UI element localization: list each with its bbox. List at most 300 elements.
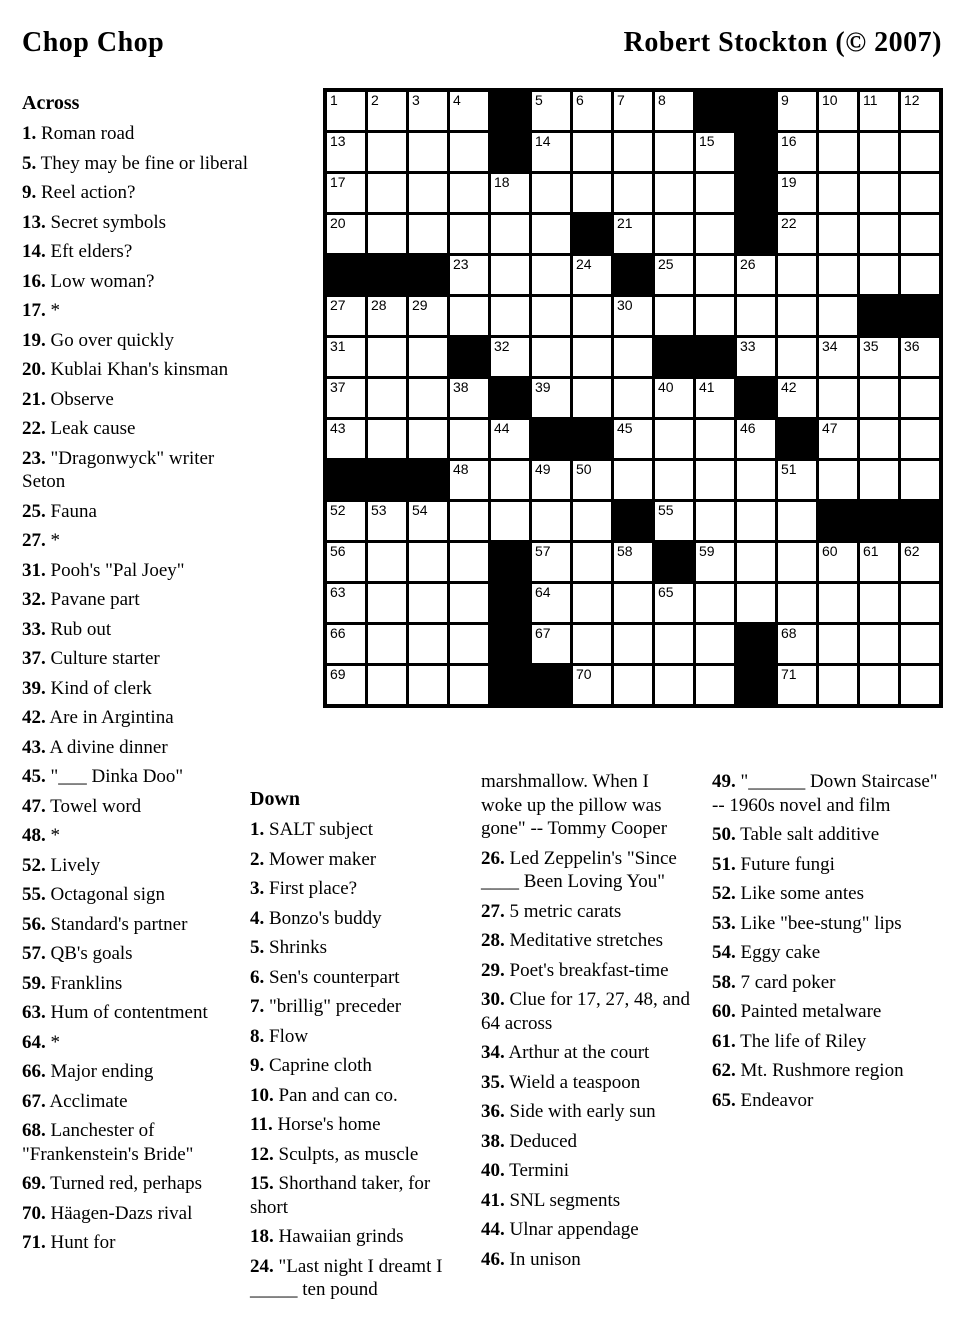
grid-cell[interactable] — [532, 215, 570, 253]
grid-cell[interactable] — [491, 256, 529, 294]
grid-cell[interactable] — [450, 92, 488, 130]
clue-number: 6. — [250, 966, 265, 988]
cell-number: 22 — [781, 215, 797, 231]
grid-cell[interactable] — [491, 215, 529, 253]
grid-black-cell — [860, 502, 898, 540]
cell-number: 66 — [330, 625, 346, 641]
grid-black-cell — [491, 666, 529, 704]
grid-cell[interactable] — [655, 420, 693, 458]
grid-cell[interactable] — [819, 543, 857, 581]
grid-cell[interactable] — [819, 256, 857, 294]
grid-cell[interactable] — [860, 92, 898, 130]
clue-text: Wield a teaspoon — [509, 1071, 641, 1093]
clue-number: 3. — [250, 878, 265, 899]
grid-cell[interactable] — [327, 92, 365, 130]
clue-text: Flow — [269, 1025, 309, 1047]
cell-number: 46 — [740, 420, 756, 436]
grid-cell[interactable] — [573, 379, 611, 417]
grid-cell[interactable] — [696, 133, 734, 171]
grid-cell[interactable] — [696, 297, 734, 335]
grid-cell[interactable] — [532, 338, 570, 376]
grid-cell[interactable] — [819, 461, 857, 499]
cell-number: 38 — [453, 379, 469, 395]
grid-cell[interactable] — [901, 174, 939, 212]
grid-cell[interactable] — [901, 420, 939, 458]
grid-black-cell — [491, 133, 529, 171]
grid-cell[interactable] — [819, 666, 857, 704]
grid-cell[interactable] — [860, 420, 898, 458]
grid-cell[interactable] — [409, 174, 447, 212]
clue-item — [712, 1030, 938, 1054]
grid-cell[interactable] — [655, 174, 693, 212]
clue-number: 54. — [712, 942, 736, 963]
clue-item — [22, 299, 262, 323]
grid-cell[interactable] — [532, 297, 570, 335]
grid-cell[interactable] — [819, 584, 857, 622]
grid-cell[interactable] — [450, 502, 488, 540]
grid-cell[interactable] — [860, 625, 898, 663]
grid-cell[interactable] — [778, 584, 816, 622]
grid-cell[interactable] — [737, 420, 775, 458]
clue-item — [481, 929, 694, 953]
grid-cell[interactable] — [819, 297, 857, 335]
grid-black-cell — [368, 461, 406, 499]
cell-number: 13 — [330, 133, 346, 149]
grid-cell[interactable] — [860, 215, 898, 253]
grid-cell[interactable] — [860, 256, 898, 294]
grid-cell[interactable] — [450, 215, 488, 253]
grid-cell[interactable] — [614, 297, 652, 335]
grid-cell[interactable] — [614, 666, 652, 704]
grid-black-cell — [491, 379, 529, 417]
clue-item — [481, 1248, 694, 1272]
grid-cell[interactable] — [655, 297, 693, 335]
grid-cell[interactable] — [532, 174, 570, 212]
cell-number: 50 — [576, 461, 592, 477]
grid-cell[interactable] — [327, 338, 365, 376]
grid-cell[interactable] — [860, 133, 898, 171]
cell-number: 11 — [863, 92, 878, 108]
clue-item — [250, 1143, 456, 1167]
grid-cell[interactable] — [655, 379, 693, 417]
clue-text: Culture starter — [50, 648, 160, 669]
grid-cell[interactable] — [901, 133, 939, 171]
grid-cell[interactable] — [450, 543, 488, 581]
grid-cell[interactable] — [573, 502, 611, 540]
grid-cell[interactable] — [614, 379, 652, 417]
clue-number: 5. — [22, 152, 37, 174]
grid-cell[interactable] — [860, 379, 898, 417]
cell-number: 30 — [617, 297, 633, 313]
grid-cell[interactable] — [573, 297, 611, 335]
grid-black-cell — [696, 92, 734, 130]
clue-item — [712, 912, 938, 936]
grid-cell[interactable] — [573, 543, 611, 581]
grid-cell[interactable] — [696, 666, 734, 704]
grid-cell[interactable] — [327, 379, 365, 417]
cell-number: 9 — [781, 92, 789, 108]
cell-number: 16 — [781, 133, 797, 149]
clue-text: Eggy cake — [740, 942, 821, 963]
clue-text: Painted metalware — [740, 1001, 882, 1022]
grid-cell[interactable] — [532, 625, 570, 663]
grid-cell[interactable] — [860, 543, 898, 581]
grid-cell[interactable] — [819, 133, 857, 171]
across-clue-list — [22, 122, 265, 1255]
grid-cell[interactable] — [655, 584, 693, 622]
grid-cell[interactable] — [327, 297, 365, 335]
clue-text: Eft elders? — [50, 241, 133, 262]
grid-cell[interactable] — [901, 215, 939, 253]
grid-cell[interactable] — [327, 666, 365, 704]
grid-cell[interactable] — [368, 502, 406, 540]
grid-cell[interactable] — [819, 215, 857, 253]
grid-cell[interactable] — [368, 584, 406, 622]
clue-number: 13. — [22, 211, 46, 233]
clue-item — [712, 1089, 938, 1113]
clue-item — [481, 1071, 694, 1095]
grid-black-cell — [491, 92, 529, 130]
grid-cell[interactable] — [573, 174, 611, 212]
grid-cell[interactable] — [860, 338, 898, 376]
grid-cell[interactable] — [450, 133, 488, 171]
clue-number: 32. — [22, 589, 46, 610]
grid-cell[interactable] — [614, 133, 652, 171]
grid-cell[interactable] — [409, 379, 447, 417]
grid-cell[interactable] — [409, 420, 447, 458]
cell-number: 37 — [330, 379, 346, 395]
down-heading: Down — [250, 788, 301, 810]
grid-cell[interactable] — [409, 297, 447, 335]
grid-cell[interactable] — [614, 461, 652, 499]
grid-cell[interactable] — [614, 215, 652, 253]
grid-cell[interactable] — [327, 502, 365, 540]
grid-cell[interactable] — [655, 502, 693, 540]
grid-cell[interactable] — [696, 256, 734, 294]
grid-cell[interactable] — [778, 133, 816, 171]
grid-cell[interactable] — [368, 666, 406, 704]
cell-number: 42 — [781, 379, 797, 395]
grid-black-cell — [409, 461, 447, 499]
grid-cell[interactable] — [655, 625, 693, 663]
cell-number: 23 — [453, 256, 469, 272]
clue-number: 26. — [481, 847, 505, 869]
grid-cell[interactable] — [860, 584, 898, 622]
clue-item — [250, 1255, 456, 1302]
clue-text: Table salt additive — [740, 824, 880, 845]
grid-cell[interactable] — [327, 215, 365, 253]
grid-cell[interactable] — [614, 338, 652, 376]
clue-text: QB's goals — [50, 943, 133, 964]
grid-cell[interactable] — [778, 338, 816, 376]
clue-number: 22. — [22, 418, 46, 439]
clue-text: Go over quickly — [50, 329, 174, 351]
grid-cell[interactable] — [368, 625, 406, 663]
grid-cell[interactable] — [450, 625, 488, 663]
grid-cell[interactable] — [368, 133, 406, 171]
grid-cell[interactable] — [450, 584, 488, 622]
clue-number: 19. — [22, 329, 46, 351]
grid-cell[interactable] — [655, 215, 693, 253]
clue-item — [250, 1025, 456, 1049]
grid-cell[interactable] — [327, 174, 365, 212]
grid-cell[interactable] — [696, 174, 734, 212]
grid-cell[interactable] — [901, 379, 939, 417]
clue-text: Pooh's "Pal Joey" — [50, 559, 185, 581]
clue-text: Mower maker — [269, 848, 377, 870]
grid-cell[interactable] — [368, 297, 406, 335]
clue-text: Shrinks — [269, 937, 328, 958]
grid-cell[interactable] — [819, 174, 857, 212]
grid-cell[interactable] — [860, 666, 898, 704]
grid-black-cell — [327, 256, 365, 294]
grid-cell[interactable] — [368, 543, 406, 581]
grid-cell[interactable] — [901, 92, 939, 130]
cell-number: 55 — [658, 502, 674, 518]
grid-cell[interactable] — [737, 256, 775, 294]
clue-item — [22, 588, 262, 612]
down-clue-list-2 — [481, 770, 694, 1271]
grid-cell[interactable] — [368, 215, 406, 253]
clue-item — [250, 1054, 456, 1078]
grid-cell[interactable] — [573, 256, 611, 294]
grid-cell[interactable] — [696, 379, 734, 417]
grid-cell[interactable] — [819, 92, 857, 130]
grid-cell[interactable] — [614, 543, 652, 581]
clue-number: 34. — [481, 1042, 505, 1063]
clue-text: The life of Riley — [740, 1030, 867, 1052]
grid-cell[interactable] — [368, 92, 406, 130]
grid-cell[interactable] — [368, 174, 406, 212]
grid-cell[interactable] — [778, 461, 816, 499]
grid-cell[interactable] — [491, 338, 529, 376]
clue-text: Like "bee-stung" lips — [740, 912, 902, 934]
grid-cell[interactable] — [778, 297, 816, 335]
grid-cell[interactable] — [573, 666, 611, 704]
clue-number: 5. — [250, 937, 265, 958]
grid-black-cell — [901, 297, 939, 335]
grid-cell[interactable] — [450, 297, 488, 335]
clue-item — [250, 877, 456, 901]
clue-number: 23. — [22, 447, 46, 469]
clue-item — [22, 270, 262, 294]
grid-cell[interactable] — [573, 625, 611, 663]
grid-cell[interactable] — [655, 133, 693, 171]
grid-cell[interactable] — [655, 461, 693, 499]
clue-text: Endeavor — [740, 1089, 814, 1111]
grid-cell[interactable] — [573, 461, 611, 499]
clue-item — [250, 966, 456, 990]
grid-cell[interactable] — [901, 666, 939, 704]
grid-cell[interactable] — [901, 338, 939, 376]
grid-cell[interactable] — [737, 584, 775, 622]
clue-number: 41. — [481, 1189, 505, 1211]
grid-cell[interactable] — [532, 584, 570, 622]
grid-cell[interactable] — [450, 379, 488, 417]
clue-number: 55. — [22, 884, 46, 905]
grid-cell[interactable] — [696, 584, 734, 622]
grid-cell[interactable] — [901, 461, 939, 499]
grid-cell[interactable] — [491, 297, 529, 335]
grid-cell[interactable] — [532, 133, 570, 171]
grid-cell[interactable] — [778, 625, 816, 663]
grid-cell[interactable] — [655, 92, 693, 130]
grid-cell[interactable] — [778, 666, 816, 704]
grid-cell[interactable] — [409, 584, 447, 622]
grid-cell[interactable] — [737, 297, 775, 335]
grid-cell[interactable] — [901, 256, 939, 294]
grid-cell[interactable] — [409, 338, 447, 376]
grid-black-cell — [737, 215, 775, 253]
grid-cell[interactable] — [778, 256, 816, 294]
grid-cell[interactable] — [696, 461, 734, 499]
grid-cell[interactable] — [327, 133, 365, 171]
clue-number: 17. — [22, 300, 46, 321]
grid-cell[interactable] — [655, 666, 693, 704]
grid-black-cell — [778, 420, 816, 458]
clue-number: 31. — [22, 559, 46, 581]
grid-cell[interactable] — [532, 461, 570, 499]
cell-number: 65 — [658, 584, 674, 600]
grid-cell[interactable] — [696, 215, 734, 253]
grid-cell[interactable] — [778, 92, 816, 130]
cell-number: 70 — [576, 666, 592, 682]
grid-cell[interactable] — [819, 338, 857, 376]
grid-cell[interactable] — [491, 174, 529, 212]
grid-cell[interactable] — [778, 174, 816, 212]
cell-number: 48 — [453, 461, 469, 477]
grid-cell[interactable] — [409, 502, 447, 540]
grid-cell[interactable] — [491, 461, 529, 499]
grid-cell[interactable] — [532, 379, 570, 417]
grid-cell[interactable] — [409, 92, 447, 130]
grid-cell[interactable] — [409, 215, 447, 253]
clue-text: * — [50, 1031, 60, 1053]
grid-cell[interactable] — [778, 379, 816, 417]
clue-number: 7. — [250, 996, 265, 1017]
grid-cell[interactable] — [368, 420, 406, 458]
grid-cell[interactable] — [532, 256, 570, 294]
grid-cell[interactable] — [819, 379, 857, 417]
grid-cell[interactable] — [696, 502, 734, 540]
grid-cell[interactable] — [327, 584, 365, 622]
cell-number: 33 — [740, 338, 756, 354]
grid-cell[interactable] — [573, 133, 611, 171]
grid-cell[interactable] — [409, 625, 447, 663]
grid-cell[interactable] — [737, 502, 775, 540]
grid-cell[interactable] — [409, 543, 447, 581]
grid-cell[interactable] — [573, 584, 611, 622]
clue-text: 7 card poker — [740, 971, 836, 993]
grid-cell[interactable] — [532, 502, 570, 540]
clue-number: 15. — [250, 1173, 274, 1194]
clue-item — [22, 211, 262, 235]
clue-item — [22, 913, 262, 937]
grid-cell[interactable] — [573, 338, 611, 376]
clue-text: Standard's partner — [50, 913, 188, 935]
grid-cell[interactable] — [778, 215, 816, 253]
clue-item — [250, 1172, 456, 1219]
grid-cell[interactable] — [409, 666, 447, 704]
clue-text: Octagonal sign — [50, 884, 166, 905]
cell-number: 3 — [412, 92, 420, 108]
grid-cell[interactable] — [778, 502, 816, 540]
grid-cell[interactable] — [368, 338, 406, 376]
grid-cell[interactable] — [491, 502, 529, 540]
grid-cell[interactable] — [901, 543, 939, 581]
grid-cell[interactable] — [532, 543, 570, 581]
grid-cell[interactable] — [696, 625, 734, 663]
grid-cell[interactable] — [614, 584, 652, 622]
grid-cell[interactable] — [450, 256, 488, 294]
grid-cell[interactable] — [737, 338, 775, 376]
clue-item — [481, 900, 694, 924]
grid-cell[interactable] — [327, 420, 365, 458]
clue-text: "Dragonwyck" writer Seton — [22, 447, 215, 492]
grid-cell[interactable] — [614, 92, 652, 130]
grid-cell[interactable] — [532, 92, 570, 130]
grid-cell[interactable] — [901, 625, 939, 663]
grid-cell[interactable] — [860, 174, 898, 212]
grid-cell[interactable] — [450, 461, 488, 499]
clue-text: Bonzo's buddy — [269, 907, 382, 929]
grid-cell[interactable] — [655, 256, 693, 294]
grid-cell[interactable] — [901, 584, 939, 622]
clue-text: Mt. Rushmore region — [740, 1060, 904, 1081]
cell-number: 41 — [699, 379, 715, 395]
grid-black-cell — [737, 92, 775, 130]
clue-item — [481, 1159, 694, 1183]
clue-number: 9. — [250, 1055, 265, 1076]
grid-cell[interactable] — [491, 420, 529, 458]
clue-number: 11. — [250, 1114, 273, 1135]
cell-number: 62 — [904, 543, 920, 559]
grid-cell[interactable] — [860, 461, 898, 499]
cell-number: 67 — [535, 625, 551, 641]
clue-text: Deduced — [509, 1130, 578, 1152]
grid-cell[interactable] — [778, 543, 816, 581]
grid-cell[interactable] — [819, 420, 857, 458]
grid-cell[interactable] — [450, 666, 488, 704]
clue-item — [481, 847, 694, 894]
grid-cell[interactable] — [450, 420, 488, 458]
grid-cell[interactable] — [368, 379, 406, 417]
clue-number: 4. — [250, 907, 265, 929]
grid-cell[interactable] — [327, 543, 365, 581]
clue-text: Leak cause — [50, 418, 136, 439]
clue-text: Secret symbols — [50, 211, 167, 233]
grid-cell[interactable] — [450, 174, 488, 212]
grid-cell[interactable] — [737, 543, 775, 581]
clue-number: 52. — [712, 883, 736, 904]
puzzle-author: Robert Stockton (© 2007) — [623, 27, 942, 58]
cell-number: 26 — [740, 256, 756, 272]
grid-cell[interactable] — [737, 461, 775, 499]
grid-cell[interactable] — [614, 174, 652, 212]
grid-cell[interactable] — [327, 625, 365, 663]
grid-black-cell — [901, 502, 939, 540]
grid-cell[interactable] — [819, 625, 857, 663]
grid-cell[interactable] — [696, 420, 734, 458]
grid-cell[interactable] — [614, 420, 652, 458]
grid-cell[interactable] — [696, 543, 734, 581]
clue-text: Observe — [50, 388, 114, 410]
clue-number: 51. — [712, 853, 736, 875]
cell-number: 28 — [371, 297, 387, 313]
grid-cell[interactable] — [409, 133, 447, 171]
grid-cell[interactable] — [573, 92, 611, 130]
grid-cell[interactable] — [614, 625, 652, 663]
